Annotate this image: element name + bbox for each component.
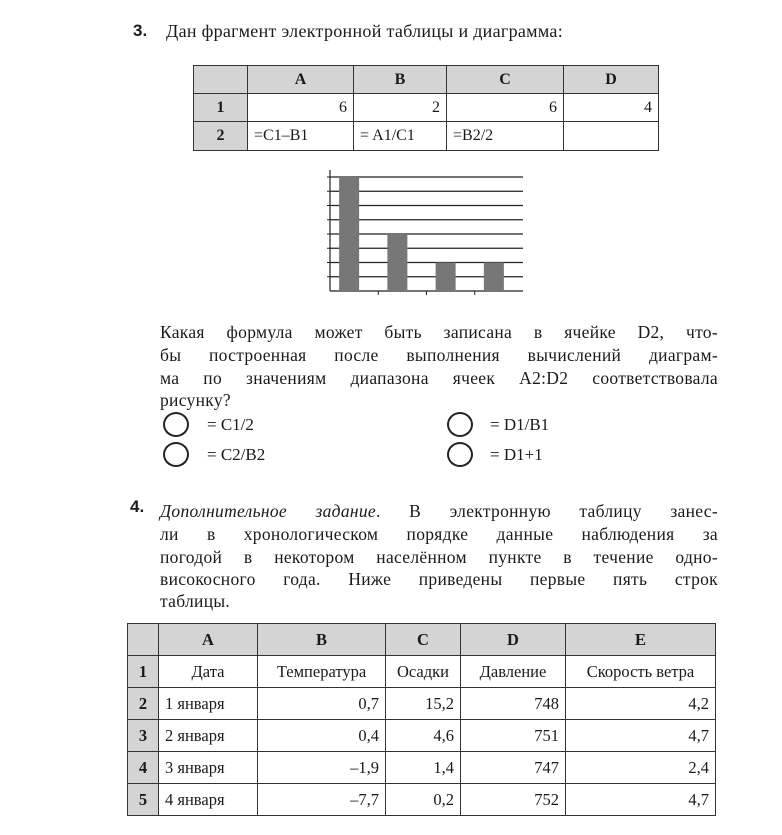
cell-c2: =B2/2 [447,122,564,151]
radio-circle-icon[interactable] [163,412,189,437]
bar-D2 [484,263,504,292]
radio-circle-icon[interactable] [447,442,473,467]
table-cell: 4,2 [566,688,716,720]
table-cell: 0,2 [386,784,461,816]
task4-line [160,500,718,522]
corner-cell [194,66,248,94]
cell-b2: = A1/C1 [354,122,447,151]
option-label: = C2/B2 [207,444,266,464]
question-line: рисунку? [160,390,231,410]
cell-d2 [564,122,659,151]
question-line: ма по значениям диапазона ячеек A2:D2 соответствовала [160,368,718,388]
bar-B2 [387,234,407,291]
row-header: 5 [128,784,159,816]
table-cell: 4,6 [386,720,461,752]
table-row [128,720,716,752]
col-header-d: D [564,66,659,94]
corner-cell [128,624,159,656]
table-cell: 4 января [159,784,258,816]
bar-chart [320,165,530,300]
table-cell: 748 [461,688,566,720]
row-header: 4 [128,752,159,784]
cell-a2: =C1–B1 [248,122,354,151]
radio-circle-icon[interactable] [163,442,189,467]
table-cell: 15,2 [386,688,461,720]
cell-a1: 6 [248,94,354,122]
table-cell: 752 [461,784,566,816]
col-header: C [386,624,461,656]
option-label: = C1/2 [207,414,254,434]
cell-c1: 6 [447,94,564,122]
option-label: = D1/B1 [490,414,550,434]
task3-table [193,65,659,151]
col-header: E [566,624,716,656]
task4-line: ли в хронологическом порядке данные наблюдения за [160,524,718,544]
table-cell: –1,9 [258,752,386,784]
table-cell: 2 января [159,720,258,752]
col-header: A [159,624,258,656]
option-d1-div-b1[interactable] [447,412,549,437]
cell-d1: 4 [564,94,659,122]
col-header: D [461,624,566,656]
task4-number: 4. [130,497,145,516]
row-header: 1 [194,94,248,122]
weather-table [127,623,716,816]
option-d1-plus-1[interactable] [447,442,543,467]
table-cell: 747 [461,752,566,784]
table-cell: 2,4 [566,752,716,784]
table-cell: –7,7 [258,784,386,816]
col-header-c: C [447,66,564,94]
row-header: 2 [194,122,248,151]
task3-title: Дан фрагмент электронной таблицы и диаграмма: [166,21,564,41]
table-cell: 3 января [159,752,258,784]
cell-b1: 2 [354,94,447,122]
task4-text: . В электронную таблицу занес- [375,501,718,521]
table-cell: 1,4 [386,752,461,784]
table-cell: 0,4 [258,720,386,752]
table-cell: Дата [159,656,258,688]
question-line: бы построенная после выполнения вычислений диаграм- [160,345,718,365]
col-header-b: B [354,66,447,94]
task3-number: 3. [133,21,148,40]
option-c2-div-b2[interactable] [163,442,265,467]
bar-C2 [436,263,456,292]
task4-line: таблицы. [160,591,231,611]
table-cell: 4,7 [566,784,716,816]
table-row [128,656,716,688]
table-row [128,752,716,784]
row-header: 3 [128,720,159,752]
task4-line: високосного года. Ниже приведены первые пять строк [160,569,718,589]
task4-italic-label: Дополнительное задание [160,501,376,521]
table-cell: 0,7 [258,688,386,720]
question-line: Какая формула может быть записана в ячейке D2, что- [160,322,718,342]
table-cell: Температура [258,656,386,688]
table-row [128,784,716,816]
bar-A2 [339,177,359,291]
table-cell: 751 [461,720,566,752]
option-label: = D1+1 [490,444,543,464]
task4-line: погодой в некотором населённом пункте в течение одно- [160,547,718,567]
table-cell: 4,7 [566,720,716,752]
table-cell: Давление [461,656,566,688]
row-header: 1 [128,656,159,688]
col-header: B [258,624,386,656]
table-row [128,688,716,720]
col-header-a: A [248,66,354,94]
table-cell: 1 января [159,688,258,720]
option-c1-div-2[interactable] [163,412,254,437]
radio-circle-icon[interactable] [447,412,473,437]
row-header: 2 [128,688,159,720]
table-cell: Осадки [386,656,461,688]
table-cell: Скорость ветра [566,656,716,688]
